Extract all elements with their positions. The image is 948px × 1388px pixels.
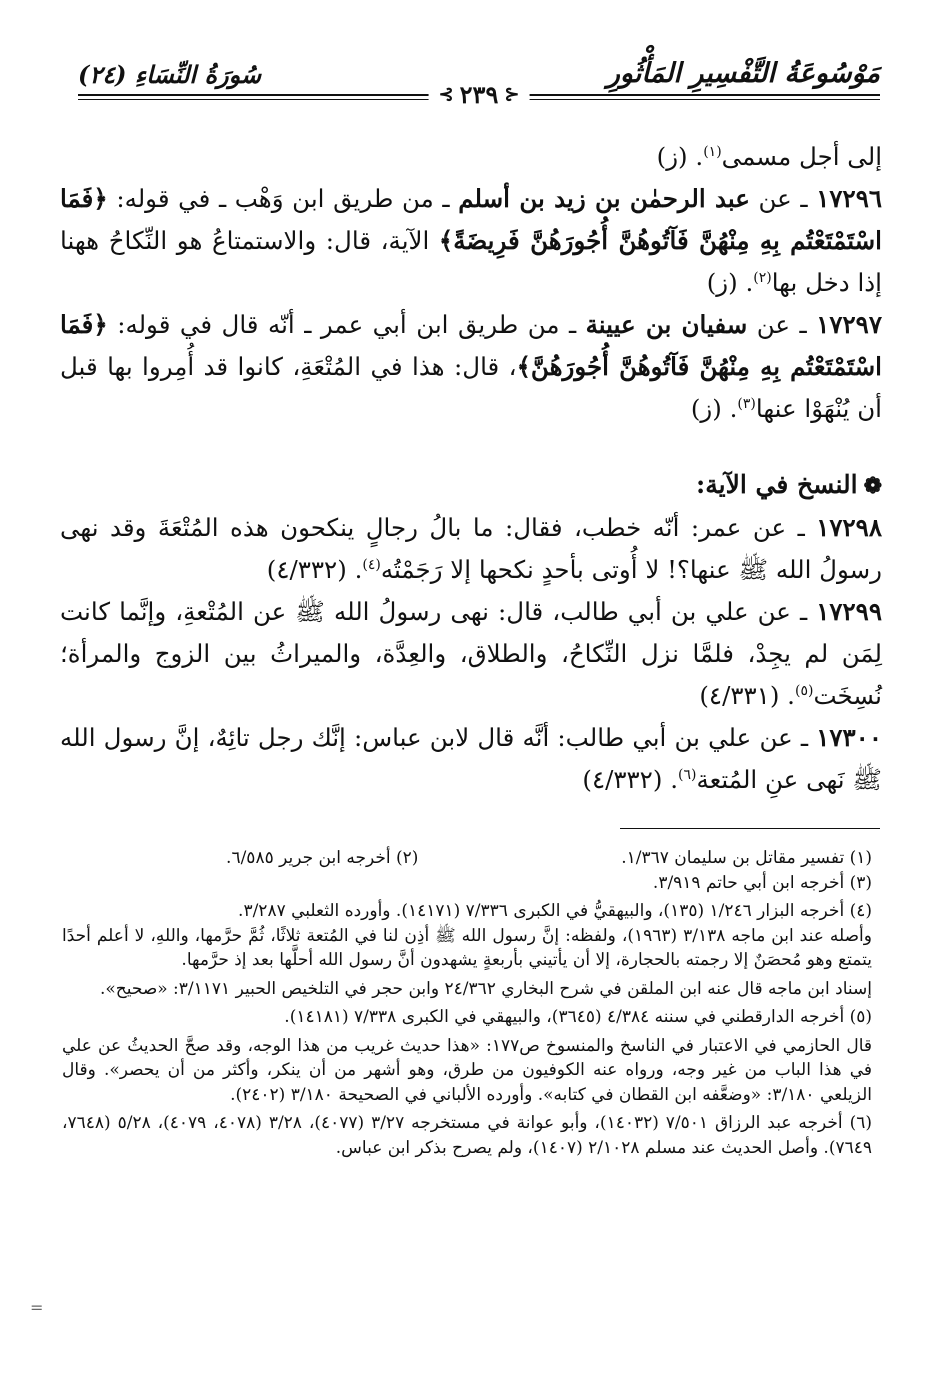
section-heading: ❁النسخ في الآية: <box>696 470 882 499</box>
footnote-ref: (٤) <box>362 556 381 573</box>
footnote-4-grading: إسناد ابن ماجه قال عنه ابن الملقن في شرح البخاري ٢٤/٣٦٢ وابن حجر في التلخيص الحبير ٣/١١٧١: «صحيح». <box>99 978 872 999</box>
footnote-6: (٦) أخرجه عبد الرزاق ٧/٥٠١ (١٤٠٣٢)، وأبو عوانة في مستخرجه ٣/٢٧ (٤٠٧٧)، ٣/٢٨ (٤٠٧٨، ٤٠٧٩)، ٥/٢٨ (٧٦٤٨، ٧٦٤٩). وأصل الحديث عند مسلم ٢/١٠٢٨ (١٤٠٧)، ولم يصرح بذكر ابن عباس. <box>62 1113 872 1158</box>
footnote-ref: (٦) <box>677 766 697 783</box>
surah-label: سُورَةُ النِّسَاءِ (٢٤) <box>78 60 262 89</box>
footnote-5: (٥) أخرجه الدارقطني في سننه ٤/٣٨٤ (٣٦٤٥)، والبيهقي في الكبرى ٧/٣٣٨ (١٤١٨١). <box>284 1007 872 1027</box>
entry-17298: ١٧٢٩٨ ـ عن عمر: أنّه خطب، فقال: ما بالُ رجالٍ ينكحون هذه المُتْعَةَ وقد نهى رسولُ الله ﷺ عنها؟! لا أُوتى بأحدٍ نكحها إلا رَجَمْتُه$^{(٤)}$. (٤/٣٣٢) <box>60 513 882 584</box>
entry-number: ١٧٢٩٧ <box>816 310 882 339</box>
entry-number: ١٧٢٩٨ <box>816 513 882 542</box>
intro-paragraph: إلى أجل مسمى$^{(١)}$. (ز) <box>656 142 882 171</box>
book-title: مَوْسُوعَةُ التَّفْسِيرِ المَأْثُورِ <box>606 58 880 89</box>
footnote-4: (٤) أخرجه البزار ١/٢٤٦ (١٣٥)، والبيهقيُّ في الكبرى ٧/٣٣٦ (١٤١٧١). وأورده الثعلبي ٣/٢٨٧. <box>238 901 872 921</box>
footnote-separator <box>620 828 880 829</box>
footnote-2: (٢) أخرجه ابن جرير ٦/٥٨٥. <box>226 848 419 868</box>
ornament-icon: ⊱ <box>504 84 520 105</box>
footnote-row <box>62 846 872 871</box>
flower-icon: ❁ <box>863 473 882 499</box>
footnote-1: (١) تفسير مقاتل بن سليمان ١/٣٦٧. <box>621 848 872 868</box>
narrator-name: عبد الرحمٰن بن زيد بن أسلم <box>458 184 750 213</box>
entry-number: ١٧٢٩٦ <box>816 184 883 213</box>
quran-quote: ﴿فَمَا اسْتَمْتَعْتُم بِهِ مِنْهُنَّ فَآتُوهُنَّ أُجُورَهُنَّ﴾ <box>60 310 882 381</box>
ornament-icon: ⊰ <box>438 84 454 105</box>
main-text <box>60 136 882 801</box>
footnote-ref: (١) <box>703 143 722 160</box>
footnote-4-cont: وأصله عند ابن ماجه ٣/١٣٨ (١٩٦٣)، ولفظه: إنَّ رسول الله ﷺ أذِن لنا في المُتعة ثلاثًا، ثُمَّ حرَّمها، واللهِ، لا أعلم أحدًا يتمتع وهو مُحصَنٌ إلا رجمته بالحجارة، إلا أن يأتيني بأربعةٍ يشهدون أنَّ رسول الله أحلَّها بعد إذ حرَّمها. <box>62 925 872 970</box>
narrator-name: سفيان بن عيينة <box>585 310 748 339</box>
footnote-ref: (٢) <box>753 269 772 286</box>
entry-17297: ١٧٢٩٧ ـ عن سفيان بن عيينة ـ من طريق ابن أبي عمر ـ أنّه قال في قوله: ﴿فَمَا اسْتَمْتَعْتُم بِهِ مِنْهُنَّ فَآتُوهُنَّ أُجُورَهُنَّ﴾، قال: هذا في المُتْعَةِ، كانوا قد أُمِروا بها قبل أن يُنْهَوْا عنها$^{(٣)}$. (ز) <box>60 310 882 423</box>
footnote-ref: (٥) <box>794 682 814 699</box>
edge-mark: = <box>30 1298 44 1317</box>
entry-17296: ١٧٢٩٦ ـ عن عبد الرحمٰن بن زيد بن أسلم ـ من طريق ابن وَهْب ـ في قوله: ﴿فَمَا اسْتَمْتَعْتُم بِهِ مِنْهُنَّ فَآتُوهُنَّ أُجُورَهُنَّ فَرِيضَةً﴾ الآية، قال: والاستمتاعُ هو النِّكاحُ ههنا إذا دخل بها$^{(٢)}$. (ز) <box>60 184 883 297</box>
entry-17300: ١٧٣٠٠ ـ عن علي بن أبي طالب: أنَّه قال لابن عباس: إنَّك رجل تائِهٌ، إنَّ رسول الله ﷺ نَهى عنِ المُتعة$^{(٦)}$. (٤/٣٣٢) <box>60 723 882 794</box>
footnote-3: (٣) أخرجه ابن أبي حاتم ٣/٩١٩. <box>652 872 872 893</box>
quran-quote: ﴿فَمَا اسْتَمْتَعْتُم بِهِ مِنْهُنَّ فَآتُوهُنَّ أُجُورَهُنَّ فَرِيضَةً﴾ <box>60 184 882 255</box>
entry-number: ١٧٢٩٩ <box>816 597 882 626</box>
entry-17299: ١٧٢٩٩ ـ عن علي بن أبي طالب، قال: نهى رسولُ الله ﷺ عن المُتْعةِ، وإنَّما كانت لِمَن لم يجِدْ، فلمَّا نزل النِّكاحُ، والطلاق، والعِدَّة، والميراثُ بين الزوج والمرأة؛ نُسِخَت$^{(٥)}$. (٤/٣٣١) <box>60 597 882 710</box>
running-header <box>78 58 880 110</box>
footnote-5-cont: قال الحازمي في الاعتبار في الناسخ والمنسوخ ص١٧٧: «هذا حديث غريب من هذا الوجه، وقد صحَّ الحديثُ عن علي في هذا الباب من غير وجه، ورواه عنه الكوفيون من طرق، وهو أشهر من أن ينكر، وأكثر من أن يحصر». وقال الزيلعي ٣/١٨٠: «وضعَّفه ابن القطان في كتابه». وأورده الألباني في الصحيحة ٣/١٨٠ (٢٤٠٢). <box>62 1035 872 1105</box>
page-number-box <box>429 80 530 109</box>
footnotes <box>62 846 872 1160</box>
footnote-ref: (٣) <box>737 395 756 412</box>
page-number: ٢٣٩ <box>459 80 499 109</box>
entry-number: ١٧٣٠٠ <box>816 723 882 752</box>
